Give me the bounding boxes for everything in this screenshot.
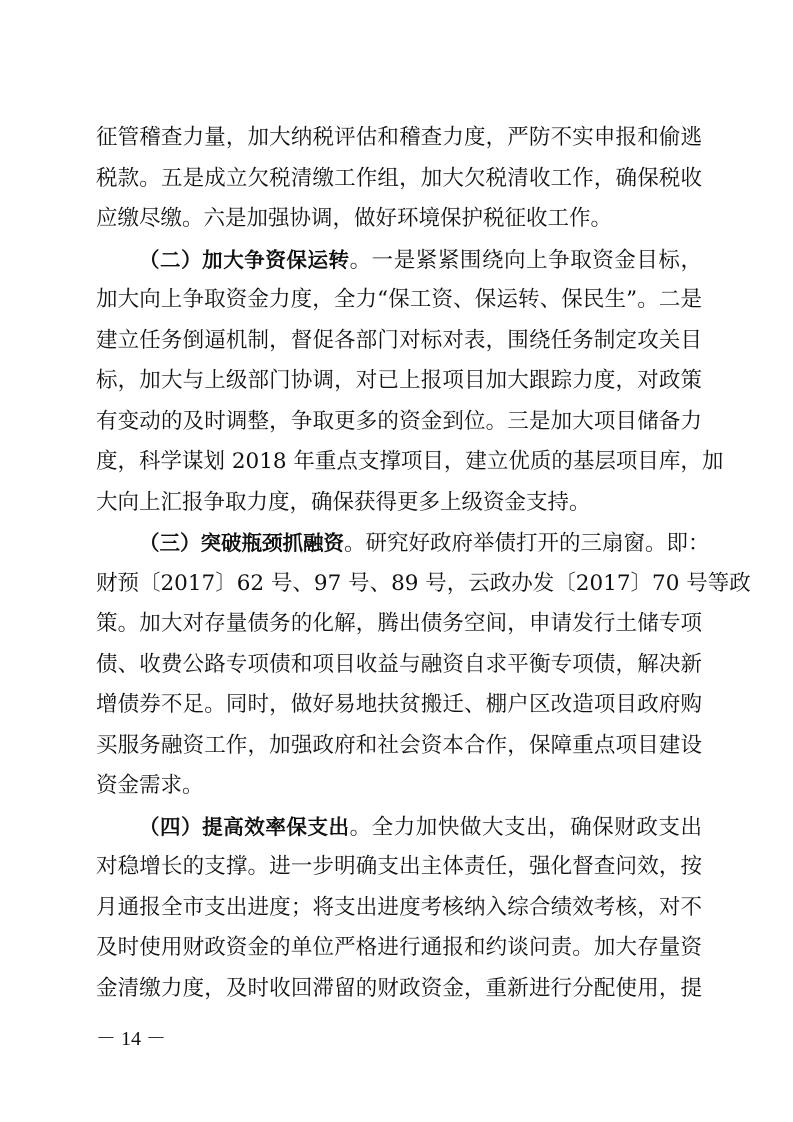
body-text: 。全力加快做大支出，确保财政支出 bbox=[349, 814, 702, 840]
page-number: － 14 － bbox=[96, 1028, 166, 1050]
body-line: 应缴尽缴。六是加强协调，做好环境保护税征收工作。 bbox=[96, 206, 613, 231]
body-line: 及时使用财政资金的单位严格进行通报和约谈问责。加大存量资 bbox=[96, 935, 702, 960]
body-line: 建立任务倒逼机制，督促各部门对标对表，围绕任务制定攻关目 bbox=[96, 327, 702, 353]
section-heading: （二）加大争资保运转 bbox=[139, 247, 350, 272]
body-line: 财预〔2017〕62 号、97 号、89 号，云政办发〔2017〕70 号等政 bbox=[96, 570, 751, 596]
body-text: 。一是紧紧围绕向上争取资金目标， bbox=[349, 247, 702, 273]
body-line: 加大向上争取资金力度，全力“保工资、保运转、保民生”。二是 bbox=[96, 287, 702, 312]
body-line: 月通报全市支出进度；将支出进度考核纳入综合绩效考核，对不 bbox=[96, 894, 702, 920]
body-line: 税款。五是成立欠税清缴工作组，加大欠税清收工作，确保税收 bbox=[96, 165, 702, 191]
section-first-line bbox=[96, 240, 702, 281]
body-line: 有变动的及时调整，争取更多的资金到位。三是加大项目储备力 bbox=[96, 408, 702, 434]
section-heading: （三）突破瓶颈抓融资 bbox=[139, 531, 344, 555]
body-line: 债、收费公路专项债和项目收益与融资自求平衡专项债，解决新 bbox=[96, 651, 702, 677]
section-first-line bbox=[96, 523, 710, 564]
body-line: 对稳增长的支撑。进一步明确支出主体责任，强化督查问效，按 bbox=[96, 854, 702, 879]
body-line: 征管稽查力量，加大纳税评估和稽查力度，严防不实申报和偷逃 bbox=[96, 125, 702, 150]
section-heading: （四）提高效率保支出 bbox=[139, 814, 350, 839]
body-line: 大向上汇报争取力度，确保获得更多上级资金支持。 bbox=[96, 489, 591, 515]
body-line: 增债券不足。同时，做好易地扶贫搬迁、棚户区改造项目政府购 bbox=[96, 692, 702, 717]
body-line: 买服务融资工作，加强政府和社会资本合作，保障重点项目建设 bbox=[96, 732, 702, 758]
body-line: 策。加大对存量债务的化解，腾出债务空间，申请发行土储专项 bbox=[96, 611, 702, 636]
document-body bbox=[96, 118, 751, 1009]
section-first-line bbox=[96, 807, 702, 848]
body-line: 金清缴力度，及时收回滞留的财政资金，重新进行分配使用，提 bbox=[96, 975, 702, 1001]
body-line: 度，科学谋划 2018 年重点支撑项目，建立优质的基层项目库，加 bbox=[96, 449, 724, 474]
body-line: 资金需求。 bbox=[96, 773, 204, 798]
body-text: 。研究好政府举债打开的三扇窗。即： bbox=[344, 531, 710, 556]
body-line: 标，加大与上级部门协调，对已上报项目加大跟踪力度，对政策 bbox=[96, 368, 702, 393]
